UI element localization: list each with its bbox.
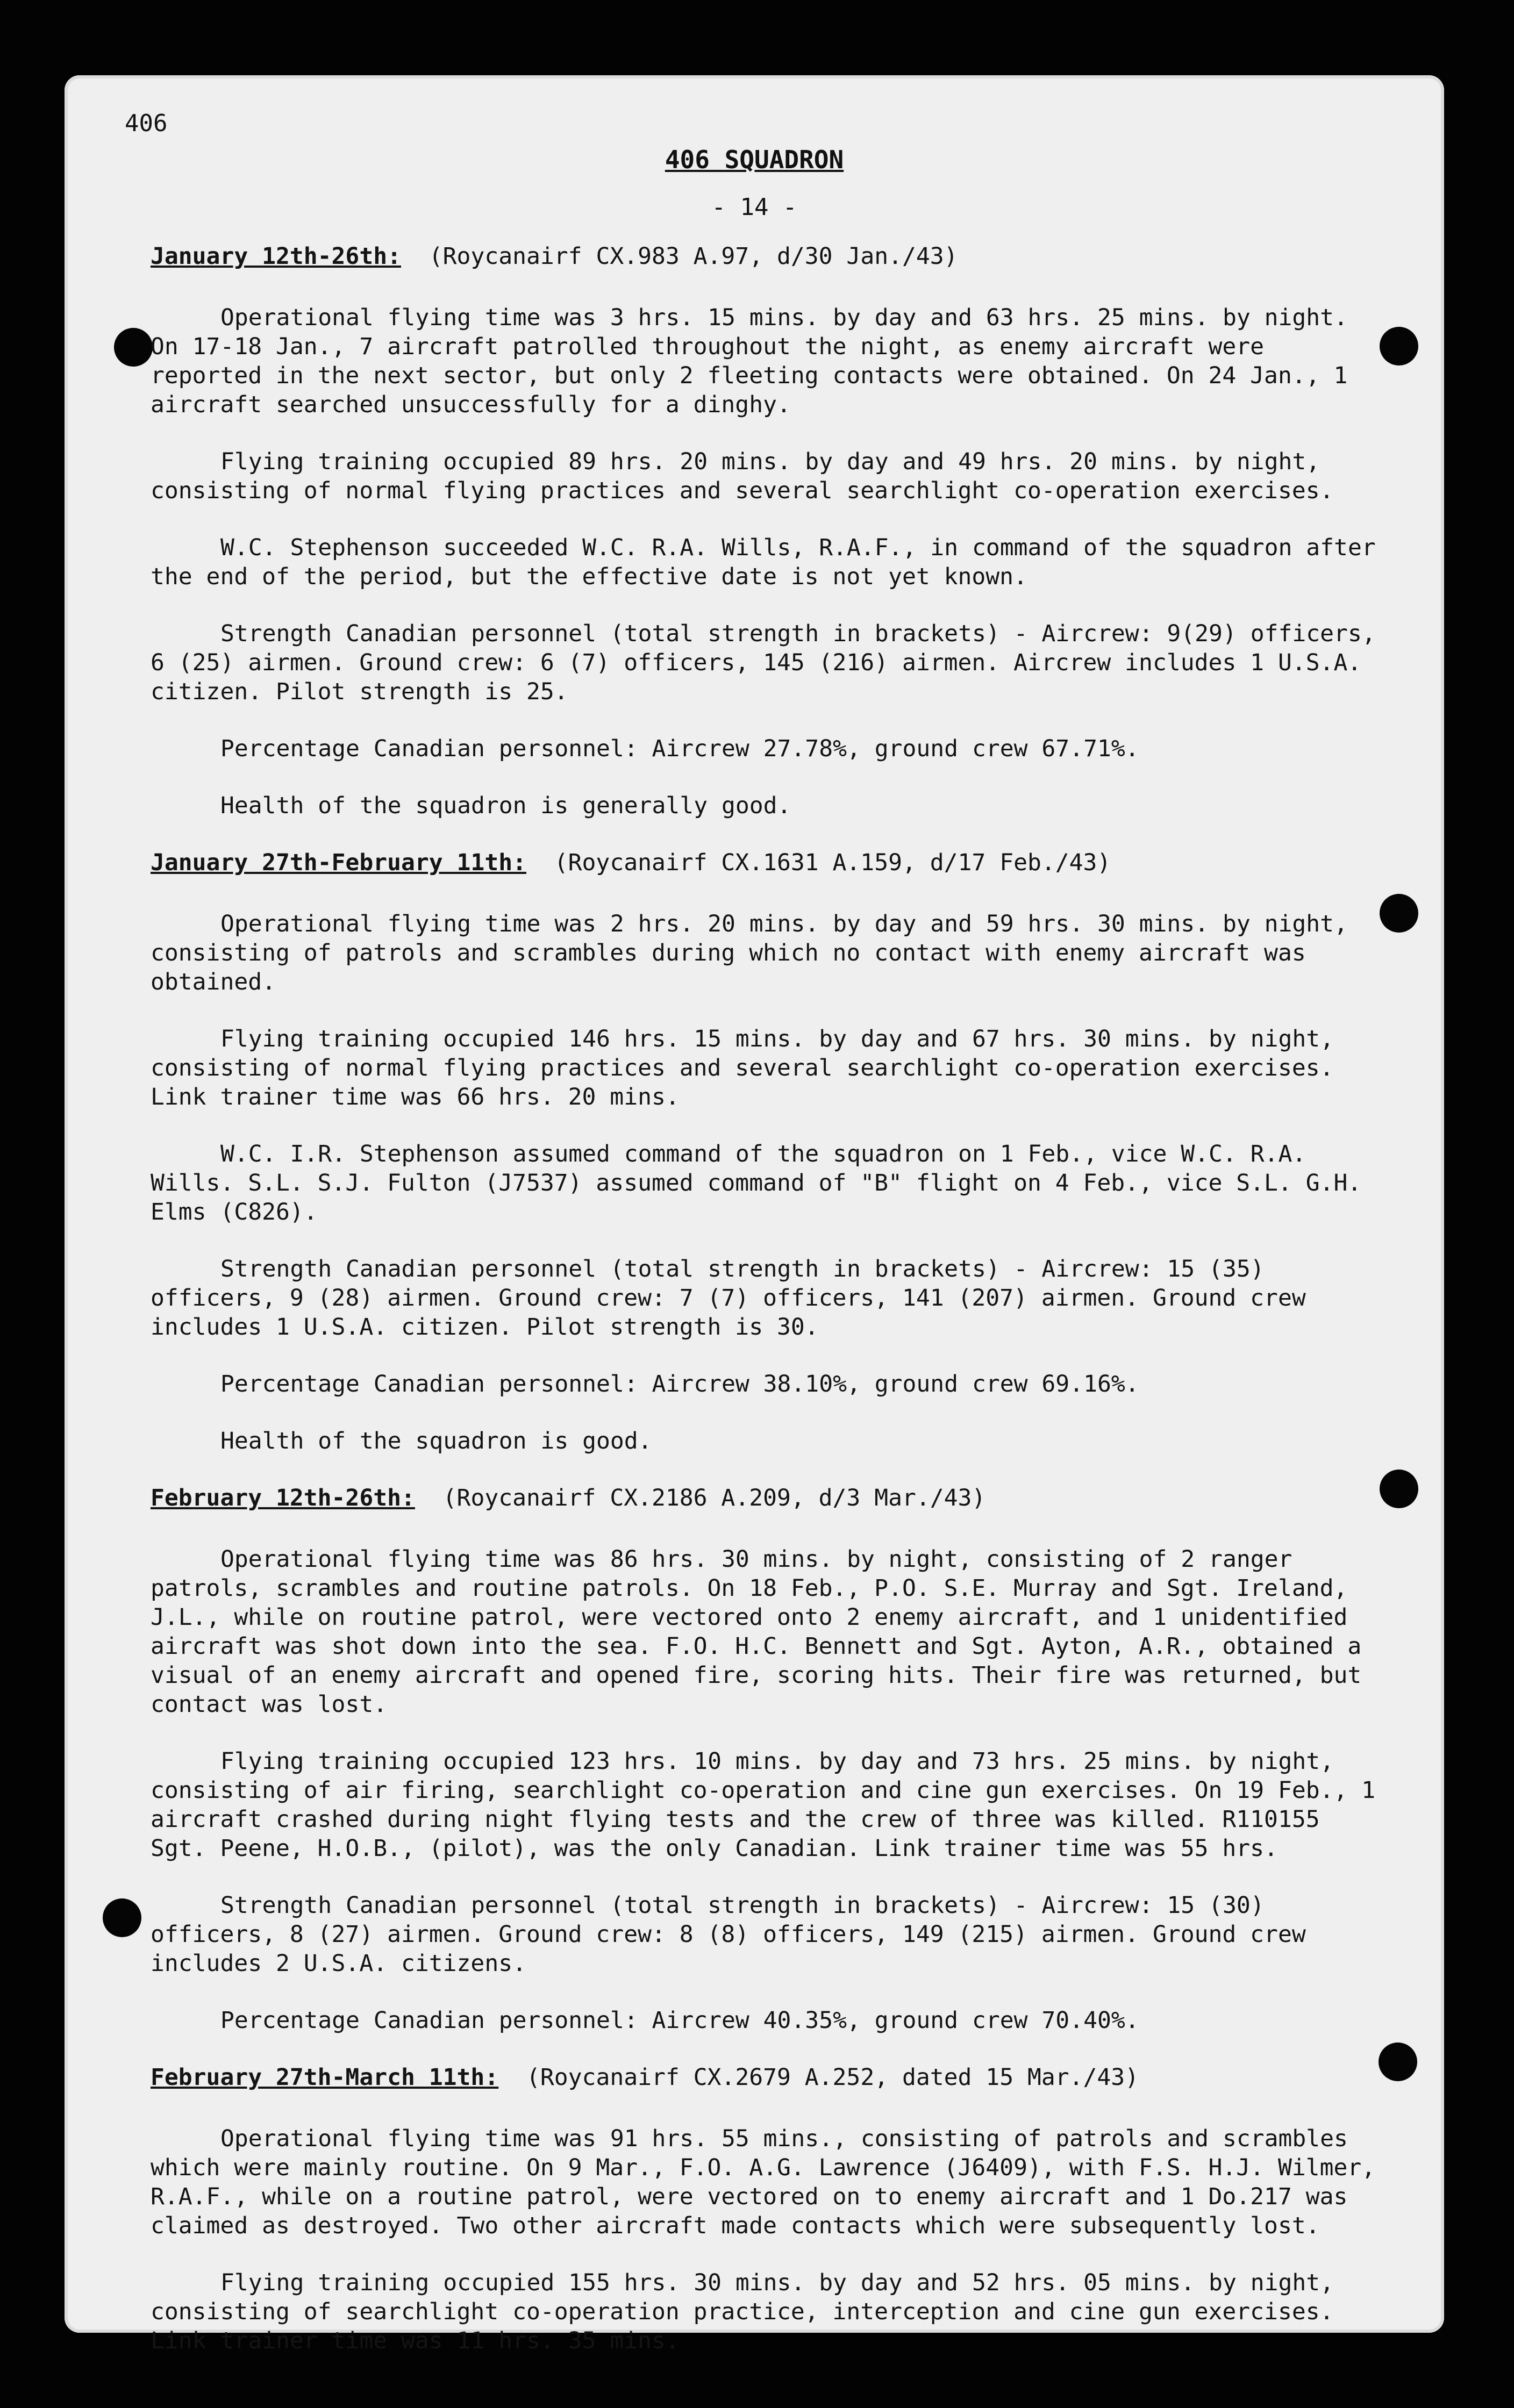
document-page — [65, 75, 1444, 2354]
paragraph: Percentage Canadian personnel: Aircrew 38.10%, ground crew 69.16%. — [220, 1371, 1139, 1398]
section-reference: (Roycanairf CX.2679 A.252, dated 15 Mar./43) — [526, 2064, 1139, 2091]
subpage-number: - 14 - — [711, 194, 797, 221]
section-heading — [151, 848, 1387, 877]
paragraph: Flying training occupied 146 hrs. 15 mins. by day and 67 hrs. 30 mins. by night, consisting of normal flying practices and several searchlight co-operation exercises. Link trainer time was 66 hrs. 20 mins. — [151, 1026, 1348, 1110]
paragraph: Flying training occupied 123 hrs. 10 mins. by day and 73 hrs. 25 mins. by night, consisting of air firing, searchlight co-operation and cine gun exercises. On 19 Feb., 1 aircraft crashed during night flying tests and the crew of three was killed. R110155 Sgt. Peene, H.O.B., (pilot), was the only Canadian. Link trainer time was 55 hrs. — [151, 1748, 1390, 1862]
section-heading — [151, 242, 1387, 271]
title-text: 406 SQUADRON — [665, 145, 844, 174]
paragraph: Operational flying time was 2 hrs. 20 mins. by day and 59 hrs. 30 mins. by night, consisting of patrols and scrambles during which no contact with enemy aircraft was obtained. — [151, 911, 1362, 995]
section-reference: (Roycanairf CX.2186 A.209, d/3 Mar./43) — [442, 1485, 986, 1511]
paragraph: Operational flying time was 3 hrs. 15 mins. by day and 63 hrs. 25 mins. by night. On 17-18 Jan., 7 aircraft patrolled throughout the night, as enemy aircraft were reported in the next sector, but only 2 fleeting contacts were obtained. On 24 Jan., 1 aircraft searched unsuccessfully for a dinghy. — [151, 304, 1362, 418]
section-date: January 27th-February 11th: — [151, 849, 526, 876]
document-body — [151, 242, 1390, 2383]
document-title — [65, 145, 1444, 174]
paragraph: Health of the squadron is generally good. — [220, 792, 791, 819]
section-reference: (Roycanairf CX.1631 A.159, d/17 Feb./43) — [554, 849, 1111, 876]
paragraph: Percentage Canadian personnel: Aircrew 40.35%, ground crew 70.40%. — [220, 2007, 1139, 2034]
paragraph: Percentage Canadian personnel: Aircrew 27.78%, ground crew 67.71%. — [220, 735, 1139, 762]
report-section — [151, 242, 1390, 820]
section-heading — [151, 1484, 1387, 1513]
paragraph: Flying training occupied 89 hrs. 20 mins. by day and 49 hrs. 20 mins. by night, consisting of normal flying practices and several searchlight co-operation exercises. — [151, 448, 1334, 504]
report-section — [151, 2063, 1390, 2355]
paragraph: Operational flying time was 86 hrs. 30 mins. by night, consisting of 2 ranger patrols, scrambles and routine patrols. On 18 Feb., P.O. S.E. Murray and Sgt. Ireland, J.L., while on routine patrol, were vectored onto 2 enemy aircraft, and 1 unidentified aircraft was shot down into the sea. F.O. H.C. Bennett and Sgt. Ayton, A.R., obtained a visual of an enemy aircraft and opened fire, scoring hits. Their fire was returned, but contact was lost. — [151, 1546, 1376, 1718]
paragraph: Strength Canadian personnel (total strength in brackets) - Aircrew: 15 (35) officers, 9 (28) airmen. Ground crew: 7 (7) officers, 141 (207) airmen. Ground crew includes 1 U.S.A. citizen. Pilot strength is 30. — [151, 1256, 1320, 1341]
section-heading — [151, 2063, 1387, 2092]
paragraph: Strength Canadian personnel (total strength in brackets) - Aircrew: 15 (30) officers, 8 (27) airmen. Ground crew: 8 (8) officers, 149 (215) airmen. Ground crew includes 2 U.S.A. citizens. — [151, 1892, 1320, 1977]
paragraph: Strength Canadian personnel (total strength in brackets) - Aircrew: 9(29) officers, 6 (25) airmen. Ground crew: 6 (7) officers, 145 (216) airmen. Aircrew includes 1 U.S.A. citizen. Pilot strength is 25. — [151, 620, 1390, 705]
punch-hole — [114, 328, 153, 367]
punch-hole — [103, 1898, 141, 1937]
report-section — [151, 1484, 1390, 2035]
page-number: 406 — [125, 110, 168, 137]
section-reference: (Roycanairf CX.983 A.97, d/30 Jan./43) — [429, 243, 958, 270]
report-section — [151, 848, 1387, 1456]
section-date: February 27th-March 11th: — [151, 2064, 499, 2091]
section-date: February 12th-26th: — [151, 1485, 415, 1511]
paragraph: Operational flying time was 91 hrs. 55 mins., consisting of patrols and scrambles which were mainly routine. On 9 Mar., F.O. A.G. Lawrence (J6409), with F.S. H.J. Wilmer, R.A.F., while on a routine patrol, were vectored on to enemy aircraft and 1 Do.217 was claimed as destroyed. Two other aircraft made contacts which were subsequently lost. — [151, 2125, 1390, 2239]
paragraph: W.C. Stephenson succeeded W.C. R.A. Wills, R.A.F., in command of the squadron after the end of the period, but the effective date is not yet known. — [151, 534, 1390, 590]
section-date: January 12th-26th: — [151, 243, 401, 270]
paragraph: Health of the squadron is good. — [220, 1428, 652, 1454]
paragraph: W.C. I.R. Stephenson assumed command of the squadron on 1 Feb., vice W.C. R.A. Wills. S.L. S.J. Fulton (J7537) assumed command of "B" flight on 4 Feb., vice S.L. G.H. Elms (C826). — [151, 1141, 1376, 1226]
paragraph: Flying training occupied 155 hrs. 30 mins. by day and 52 hrs. 05 mins. by night, consisting of searchlight co-operation practice, interception and cine gun exercises. Link trainer time was 11 hrs. 35 mins. — [151, 2269, 1348, 2354]
